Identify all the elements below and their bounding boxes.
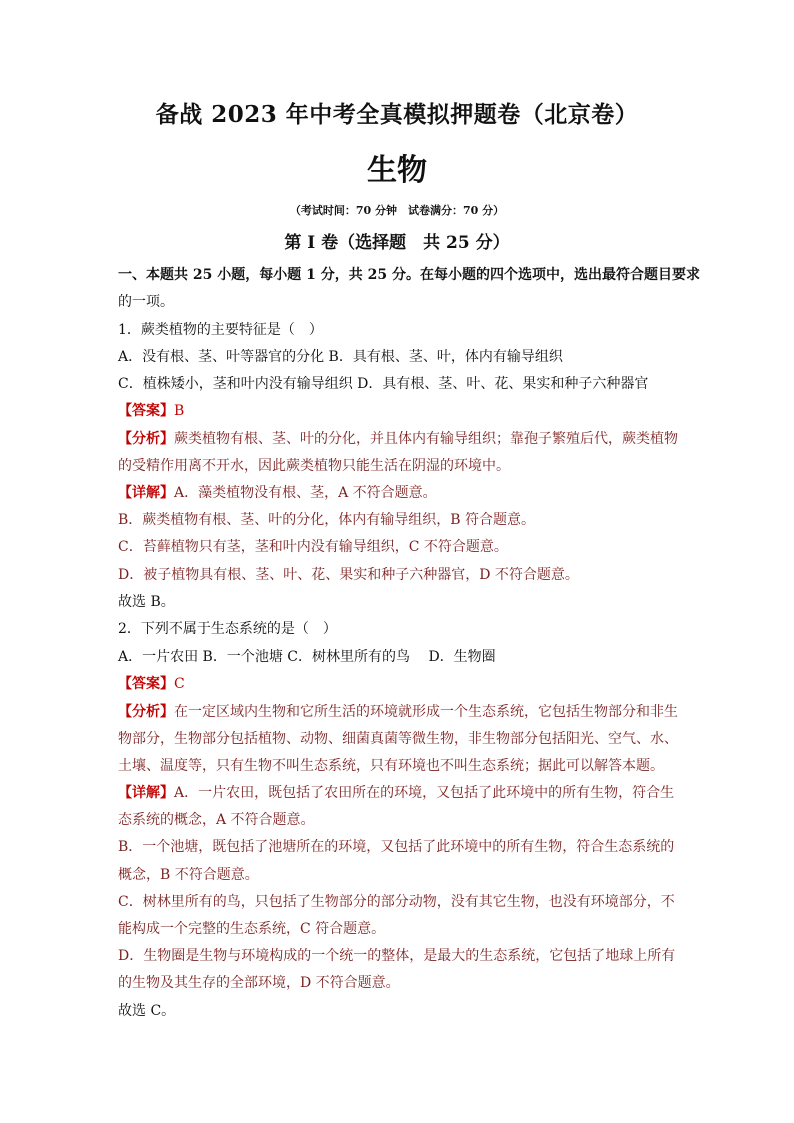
detail-tag: 【详解】 <box>118 785 174 801</box>
q2-detail-d-line-1: D．生物圈是生物与环境构成的一个统一的整体，是最大的生态系统，它包括了地球上所有 <box>118 948 676 964</box>
analysis-tag: 【分析】 <box>118 704 174 720</box>
q1-options-cd: C．植株矮小，茎和叶内没有输导组织 D．具有根、茎、叶、花、果实和种子六种器官 <box>118 376 649 392</box>
instructions-line-2: 的一项。 <box>118 294 174 310</box>
q1-detail-a-text: A．藻类植物没有根、茎，A 不符合题意。 <box>174 485 437 501</box>
q2-answer: C <box>174 676 185 692</box>
instructions-line-1: 一、本题共 25 小题，每小题 1 分，共 25 分。在每小题的四个选项中，选出最符合题目要求 <box>118 267 700 283</box>
q1-analysis-line-1 <box>118 430 688 448</box>
q2-detail-b-line-1: B．一个池塘，既包括了池塘所在的环境，又包括了此环境中的所有生物，符合生态系统的 <box>118 839 675 855</box>
q2-conclusion: 故选 C。 <box>118 1003 176 1019</box>
q2-analysis-line-3: 土壤、温度等，只有生物不叫生态系统，只有环境也不叫生态系统；据此可以解答本题。 <box>118 758 664 774</box>
q2-analysis-text-1: 在一定区域内生物和它所生活的环境就形成一个生态系统，它包括生物部分和非生 <box>174 704 678 720</box>
q1-answer-line <box>118 402 688 420</box>
detail-tag: 【详解】 <box>118 485 174 501</box>
q2-detail-a-line-1 <box>118 784 688 802</box>
q2-answer-line <box>118 675 688 693</box>
q1-detail-a <box>118 484 688 502</box>
q1-detail-d: D．被子植物具有根、茎、叶、花、果实和种子六种器官，D 不符合题意。 <box>118 567 579 583</box>
exam-title: 备战 2023 年中考全真模拟押题卷（北京卷） <box>155 101 639 128</box>
q2-detail-c-line-2: 能构成一个完整的生态系统，C 符合题意。 <box>118 921 386 937</box>
q1-stem: 1．蕨类植物的主要特征是（ ） <box>118 322 323 338</box>
q1-detail-b: B．蕨类植物有根、茎、叶的分化，体内有输导组织，B 符合题意。 <box>118 512 536 528</box>
q1-analysis-text-1: 蕨类植物有根、茎、叶的分化，并且体内有输导组织；靠孢子繁殖后代，蕨类植物 <box>174 431 678 447</box>
q1-answer: B <box>174 403 185 419</box>
analysis-tag: 【分析】 <box>118 431 174 447</box>
answer-tag: 【答案】 <box>118 403 174 419</box>
q2-analysis-line-2: 物部分，生物部分包括植物、动物、细菌真菌等微生物，非生物部分包括阳光、空气、水、 <box>118 731 678 747</box>
q1-conclusion: 故选 B。 <box>118 594 175 610</box>
q1-options-ab: A．没有根、茎、叶等器官的分化 B．具有根、茎、叶，体内有输导组织 <box>118 349 563 365</box>
section-heading: 第 I 卷（选择题 共 25 分） <box>284 233 510 253</box>
q2-detail-b-line-2: 概念，B 不符合题意。 <box>118 867 259 883</box>
exam-meta: （考试时间：70 分钟 试卷满分：70 分） <box>289 204 505 217</box>
q1-detail-c: C．苔藓植物只有茎，茎和叶内没有输导组织，C 不符合题意。 <box>118 539 508 555</box>
q2-analysis-line-1 <box>118 703 688 721</box>
q2-detail-a-text: A．一片农田，既包括了农田所在的环境，又包括了此环境中的所有生物，符合生 <box>174 785 675 801</box>
q2-detail-d-line-2: 的生物及其生存的全部环境，D 不符合题意。 <box>118 975 400 991</box>
subject-title: 生物 <box>367 153 427 188</box>
q2-detail-c-line-1: C．树林里所有的鸟，只包括了生物部分的部分动物，没有其它生物，也没有环境部分，不 <box>118 894 675 910</box>
answer-tag: 【答案】 <box>118 676 174 692</box>
q2-options: A．一片农田 B．一个池塘 C．树林里所有的鸟 D．生物圈 <box>118 649 496 665</box>
q2-stem: 2．下列不属于生态系统的是（ ） <box>118 621 337 637</box>
q2-detail-a-line-2: 态系统的概念，A 不符合题意。 <box>118 812 315 828</box>
q1-analysis-line-2: 的受精作用离不开水，因此蕨类植物只能生活在阴湿的环境中。 <box>118 458 510 474</box>
